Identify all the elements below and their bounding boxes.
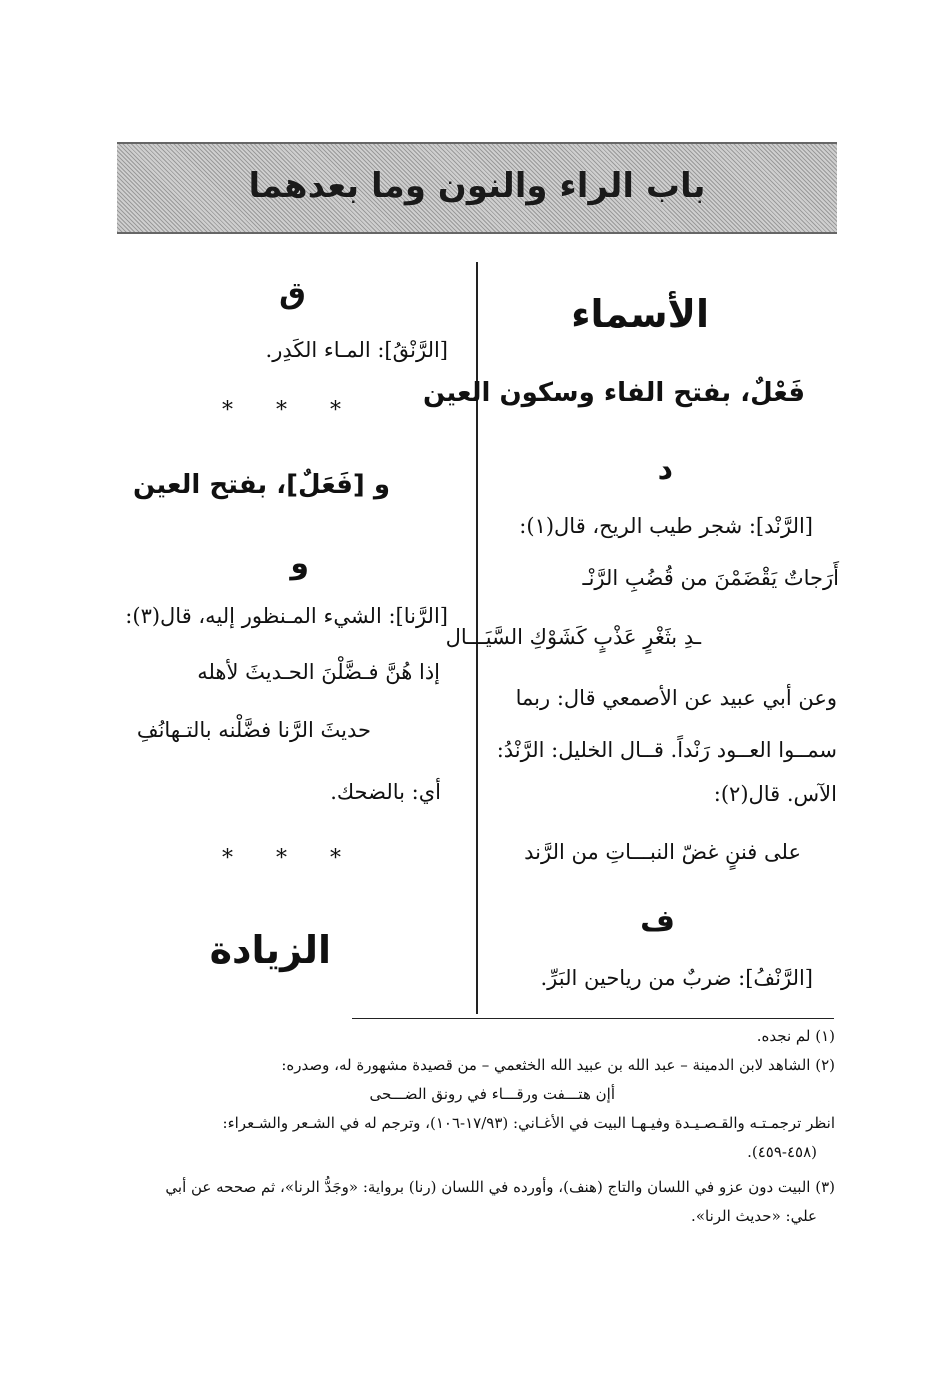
verse-line: أَرَجاتٌ يَقْضَمْنَ من قُضُبِ الرَّنْـ: [582, 566, 839, 590]
section-heading-ziyada: الزيادة: [209, 928, 331, 972]
chapter-title: باب الراء والنون وما بعدهما: [248, 166, 706, 206]
entry-rand: [الرَّنْد]: شجر طيب الريح، قال(١):: [519, 514, 813, 538]
section-separator-stars: * * *: [222, 846, 359, 871]
letter-heading-dal: د: [657, 452, 673, 487]
section-heading-asma: الأسماء: [571, 292, 709, 336]
entry-ranf: [الرَّنْفُ]: ضربٌ من رياحين البَرِّ.: [540, 966, 813, 990]
footnote-rule: [352, 1018, 834, 1019]
footnote-2-verse: أإن هتـــفت ورقـــاء في رونق الضـــحى: [369, 1085, 615, 1103]
verse-line: ـدِ بثَغْرٍ عَذْبٍ كَشَوْكِ السَّيَـــال: [445, 625, 701, 649]
verse-line: حديثَ الرَّنا فضَّلْنه بالتـهانُفِ: [136, 718, 371, 742]
verse-line: على فننٍ غضّ النبـــاتِ من الرَّند: [524, 840, 801, 864]
letter-heading-qaf: ق: [279, 276, 306, 311]
gloss-line: أي: بالضحك.: [330, 780, 441, 804]
footnote-3: (٣) البيت دون عزو في اللسان والتاج (هنف)، وأورده في اللسان (رنا) برواية: «وجَدُّ الرنا»، ثم صححه عن أبي: [165, 1178, 835, 1196]
footnote-2-cont: (٤٥٨-٤٥٩).: [747, 1143, 817, 1161]
entry-rana: [الرَّنا]: الشيء المـنظور إليه، قال(٣):: [125, 604, 448, 628]
section-separator-stars: * * *: [222, 398, 359, 423]
verse-line: إذا هُنَّ فـضَّلْنَ الحـديثَ لأهله: [197, 660, 440, 684]
footnote-2: (٢) الشاهد لابن الدمينة – عبد الله بن عبيد الله الخثعمي – من قصيدة مشهورة له، وصدره:: [281, 1056, 835, 1074]
pattern-heading-fal: فَعْلٌ، بفتح الفاء وسكون العين: [423, 378, 805, 408]
entry-ranq: [الرَّنْقُ]: المـاء الكَدِر.: [265, 338, 448, 362]
letter-heading-waw: و: [290, 546, 309, 581]
chapter-banner: [117, 142, 837, 234]
footnote-1: (١) لم نجده.: [756, 1027, 835, 1045]
pattern-heading-faal: و [فَعَلٌ]، بفتح العين: [132, 470, 390, 500]
paragraph-line: الآس. قال(٢):: [713, 782, 837, 806]
letter-heading-fa: ف: [640, 904, 675, 939]
footnote-3-cont: علي: «حديث الرنا».: [691, 1207, 817, 1225]
footnote-2-cont: انظر ترجمـتـه والقـصـيـدة وفيـهـا البيت في الأغـاني: (١٧/٩٣-١٠٦)، وترجم له في الشـعر والشـعراء:: [222, 1114, 835, 1132]
paragraph-line: وعن أبي عبيد عن الأصمعي قال: ربما: [515, 686, 837, 710]
paragraph-line: سمــوا العــود رَنْداً. قــال الخليل: الرَّنْدُ:: [496, 738, 837, 762]
